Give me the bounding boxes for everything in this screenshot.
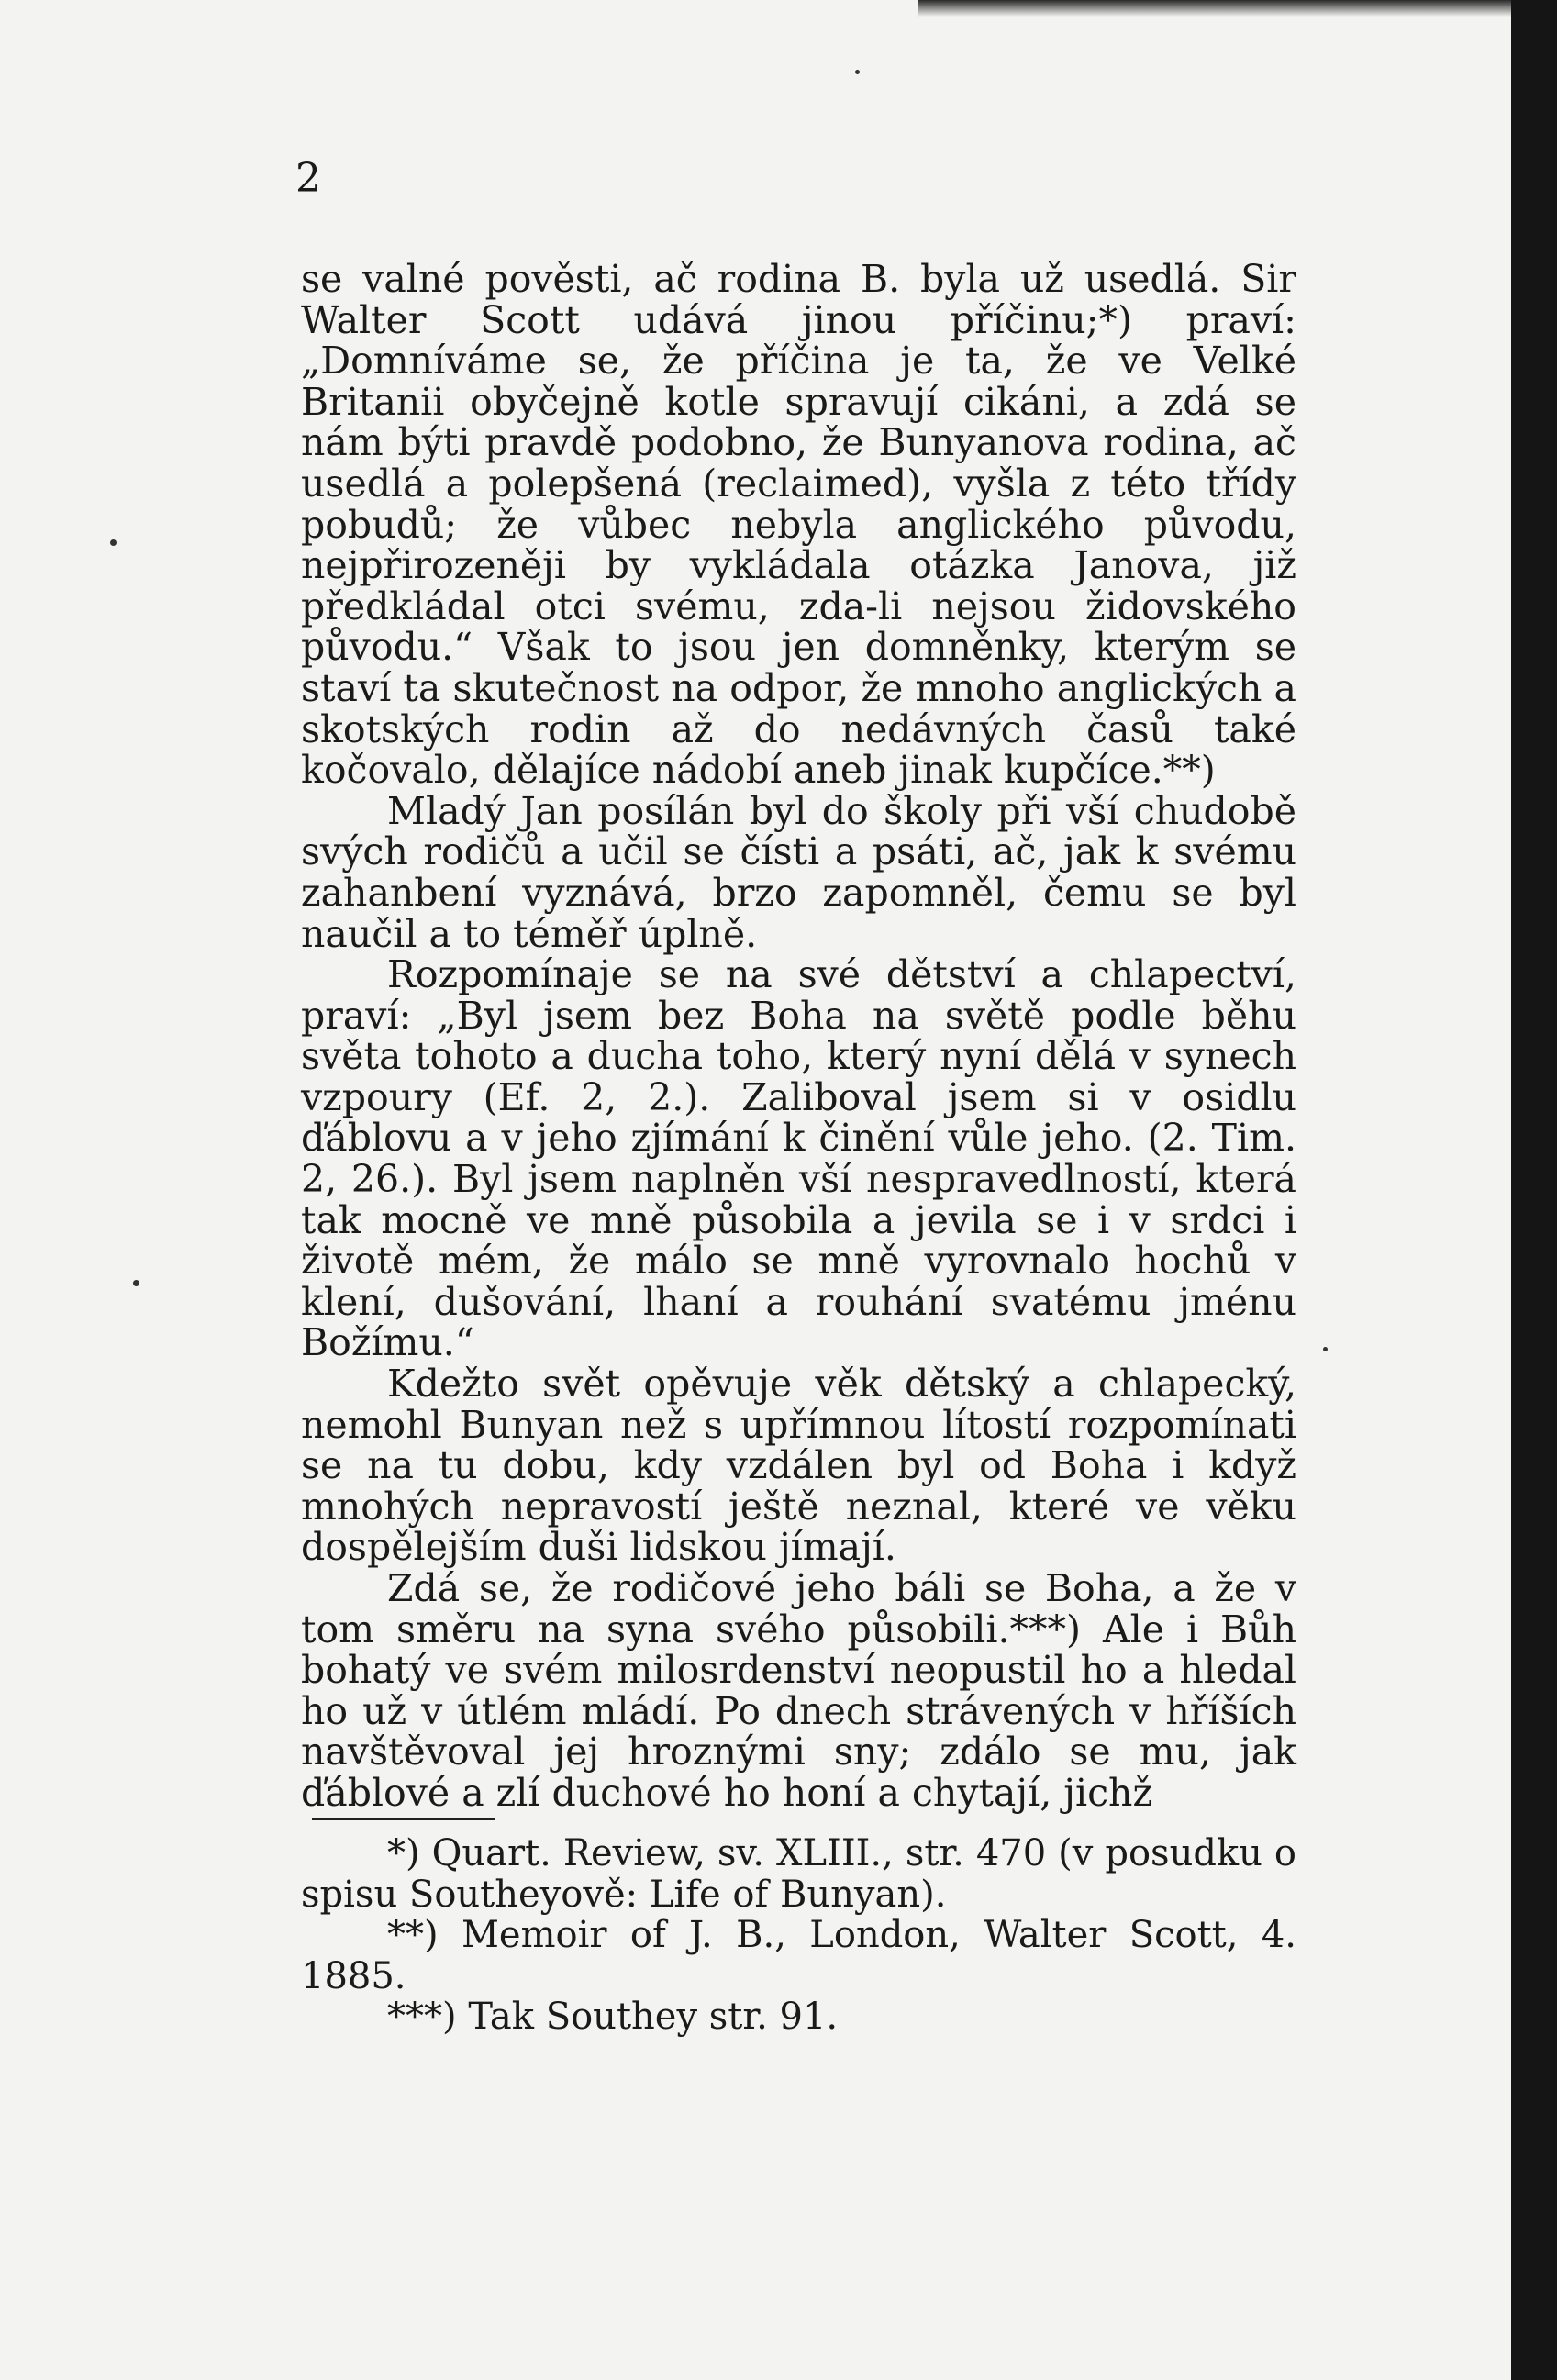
scan-speck: [110, 539, 117, 546]
page-number: 2: [295, 155, 321, 202]
footnotes: [301, 1833, 1296, 2038]
paragraph-5: Zdá se, že rodičové jeho báli se Boha, a že v tom směru na syna svého působili.***) Ale i Bůh bohatý ve svém milosrdenství neopustil ho a hledal ho už v útlém mládí. Po dnech strávených v hříších navštěvoval jej hroznými sny; zdálo se mu, jak ďáblové a zlí duchové ho honí a chytají, jichž: [301, 1566, 1296, 1815]
paragraph-4: Kdežto svět opěvuje věk dětský a chlapecký, nemohl Bunyan než s upřímnou lítostí rozpomínati se na tu dobu, kdy vzdálen byl od Boha i když mnohých nepravostí ještě neznal, které ve věku dospělejším duši lidskou jímají.: [301, 1362, 1296, 1570]
body-text: [301, 259, 1296, 1814]
scan-speck: [855, 70, 860, 74]
scan-speck: [133, 1280, 139, 1286]
scan-speck: [1323, 1347, 1328, 1351]
footnote-1: *) Quart. Review, sv. XLIII., str. 470 (v posudku o spisu Southeyově: Life of Bunyan).: [301, 1832, 1296, 1916]
footnote-2: **) Memoir of J. B., London, Walter Scott, 4. 1885.: [301, 1914, 1296, 1997]
scan-shadow-top: [918, 0, 1514, 17]
footnote-divider: [312, 1818, 495, 1820]
paragraph-1: se valné pověsti, ač rodina B. byla už usedlá. Sir Walter Scott udává jinou příčinu;*) praví: „Domníváme se, že příčina je ta, že ve Velké Britanii obyčejně kotle spravují cikáni, a zdá se nám býti pravdě podobno, že Bunyanova rodina, ač usedlá a polepšená (reclaimed), vyšla z této třídy pobudů; že vůbec nebyla anglického původu, nejpřirozeněji by vykládala otázka Janova, již předkládal otci svému, zda-li nejsou židovského původu.“ Však to jsou jen domněnky, kterým se staví ta skutečnost na odpor, že mnoho anglických a skotských rodin až do nedávných časů také kočovalo, dělajíce nádobí aneb jinak kupčíce.**): [301, 257, 1296, 793]
footnote-3: ***) Tak Southey str. 91.: [387, 1996, 839, 2038]
scan-dark-edge: [1511, 0, 1557, 2380]
paragraph-2: Mladý Jan posílán byl do školy při vší chudobě svých rodičů a učil se čísti a psáti, ač, jak k svému zahanbení vyznává, brzo zapomněl, čemu se byl naučil a to téměř úplně.: [301, 788, 1296, 956]
paragraph-3: Rozpomínaje se na své dětství a chlapectví, praví: „Byl jsem bez Boha na světě podle běhu světa tohoto a ducha toho, který nyní dělá v synech vzpoury (Ef. 2, 2.). Zaliboval jsem si v osidlu ďáblovu a v jeho zjímání k činění vůle jeho. (2. Tim. 2, 26.). Byl jsem naplněn vší nespravedlností, která tak mocně ve mně působila a jevila se i v srdci i životě mém, že málo se mně vyrovnalo hochů v klení, dušování, lhaní a rouhání svatému jménu Božímu.“: [301, 952, 1296, 1365]
